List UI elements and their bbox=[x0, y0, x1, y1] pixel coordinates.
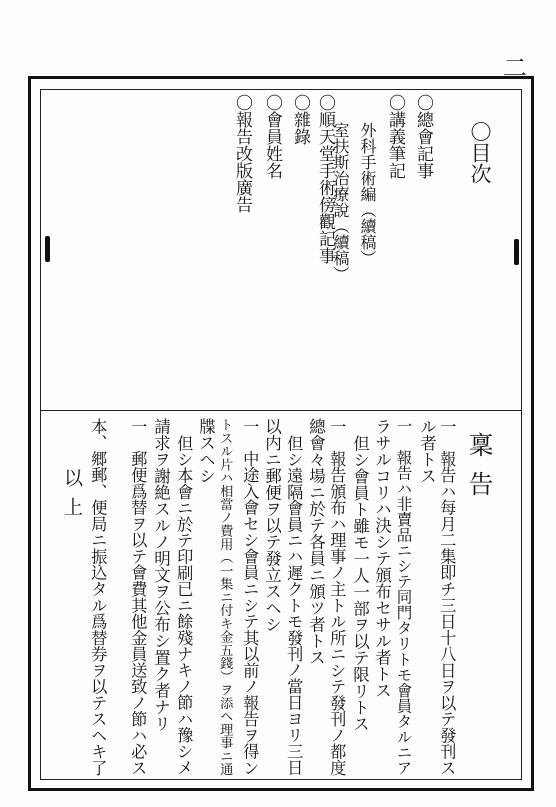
notice-conclusion: 以上 bbox=[61, 468, 83, 526]
toc-item-member-names: 〇會員姓名 bbox=[262, 94, 282, 179]
page-number: 二 bbox=[503, 54, 527, 82]
notice-line: 請求ヲ謝絶スルノ明文ヲ公布シ置ク者ナリ bbox=[151, 418, 171, 732]
notice-line: 一 中途入會セシ會員ニシテ其以前ノ報告ヲ得ン bbox=[240, 418, 260, 776]
notice-line: 以内ニ郵便ヲ以テ發立スヘシ bbox=[262, 418, 282, 633]
notice-line: ル者トス bbox=[417, 418, 437, 484]
notice-line: 但シ會員ト雖モ一人一部ヲ以テ限リトス bbox=[350, 435, 370, 732]
section-divider bbox=[40, 410, 522, 411]
toc-heading: 〇目次 bbox=[468, 121, 492, 184]
binding-mark-right bbox=[514, 239, 519, 265]
notice-line: ラサルコリハ決シテ頒布セサル者トス bbox=[372, 418, 392, 699]
toc-item-revision-notice: 〇報告改版廣告 bbox=[232, 94, 252, 213]
notice-line: 本、郷郵、便局ニ振込タル爲替券ヲ以テスヘキ了 bbox=[88, 418, 108, 776]
notice-line: 總會々場ニ於テ各員ニ頒ツ者トス bbox=[306, 418, 326, 666]
toc-item-general-meeting: 〇總會記事 bbox=[413, 94, 433, 179]
notice-line: 但シ遠隔會員ニハ遲クトモ發刊ノ當日ヨリ三日 bbox=[284, 435, 304, 776]
toc-item-lecture-notes: 〇講義筆記 bbox=[385, 94, 405, 179]
toc-sub-surgery: 外科手術編（續稿） bbox=[358, 122, 377, 266]
notice-line: 一 報告ハ每月二集即チ三日十八日ヲ以テ發刊ス bbox=[437, 418, 457, 776]
notice-line: 但シ本會ニ於テ印刷已ニ餘殘ナキノ節ハ豫シメ bbox=[174, 435, 194, 776]
binding-mark-left bbox=[45, 236, 50, 262]
notice-line: 一 郵便爲替ヲ以テ會費其他金員送致ノ節ハ必ス bbox=[128, 418, 148, 776]
notice-line: 一 報告ハ非賣品ニシテ同門タリトモ會員タルニア bbox=[394, 418, 413, 776]
notice-title: 稟告 bbox=[465, 432, 494, 510]
toc-item-juntendo: 〇順天堂手術傍觀記事 bbox=[315, 94, 335, 264]
toc-sub-typhus: 室扶斯治療說（續稿） bbox=[331, 122, 350, 282]
toc-item-misc: 〇雜錄 bbox=[290, 94, 310, 145]
notice-line: トスル片ハ相當ノ費用（一集ニ付キ金五錢）ヲ添ヘ理事ニ通 bbox=[217, 418, 233, 776]
notice-line: 一 報告頒布ハ理事ノ主トル所ニシテ發刊ノ都度 bbox=[327, 418, 347, 776]
notice-line: 牒スヘシ bbox=[196, 418, 216, 484]
